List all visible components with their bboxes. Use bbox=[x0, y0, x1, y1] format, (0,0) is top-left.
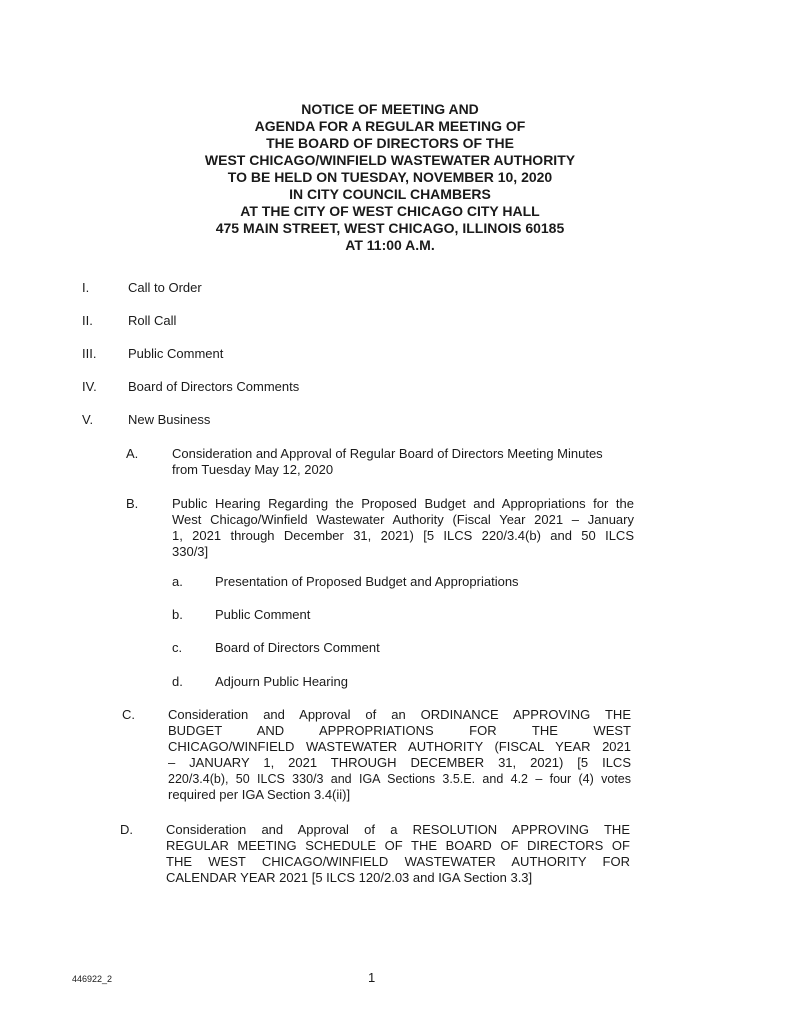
subitem-label: Presentation of Proposed Budget and Appropriations bbox=[215, 574, 519, 589]
item-text-line: required per IGA Section 3.4(ii)] bbox=[168, 787, 351, 802]
agenda-item-label: Call to Order bbox=[128, 280, 202, 295]
item-letter: D. bbox=[120, 822, 133, 837]
item-text-line: Consideration and Approval of Regular Board of Directors Meeting Minutes bbox=[172, 446, 603, 461]
item-text-line: THE WEST CHICAGO/WINFIELD WASTEWATER AUTHORITY FOR bbox=[166, 854, 630, 869]
agenda-item-number: III. bbox=[82, 346, 97, 361]
agenda-item-label: Public Comment bbox=[128, 346, 224, 361]
header-line: THE BOARD OF DIRECTORS OF THE bbox=[266, 135, 514, 151]
item-text-line: CALENDAR YEAR 2021 [5 ILCS 120/2.03 and IGA Section 3.3] bbox=[166, 870, 533, 885]
item-text-line: REGULAR MEETING SCHEDULE OF THE BOARD OF DIRECTORS OF bbox=[166, 838, 630, 853]
agenda-item-number: IV. bbox=[82, 379, 97, 394]
agenda-item-label: Board of Directors Comments bbox=[128, 379, 300, 394]
agenda-item-label: Roll Call bbox=[128, 313, 177, 328]
item-text-line: 220/3.4(b), 50 ILCS 330/3 and IGA Sections 3.5.E. and 4.2 – four (4) votes bbox=[168, 772, 631, 786]
item-text-line: from Tuesday May 12, 2020 bbox=[172, 462, 334, 477]
subitem-label: Board of Directors Comment bbox=[215, 640, 380, 655]
subitem-letter: c. bbox=[172, 640, 183, 655]
item-text-line: 1, 2021 through December 31, 2021) [5 ILCS 220/3.4(b) and 50 ILCS bbox=[172, 528, 634, 543]
agenda-item-label: New Business bbox=[128, 412, 211, 427]
item-text-line: Public Hearing Regarding the Proposed Budget and Appropriations for the bbox=[172, 496, 634, 511]
header-line: AT 11:00 A.M. bbox=[345, 237, 435, 253]
item-text-line: Consideration and Approval of a RESOLUTION APPROVING THE bbox=[166, 822, 630, 837]
item-text-line: Consideration and Approval of an ORDINANCE APPROVING THE bbox=[168, 707, 631, 722]
item-text-line: West Chicago/Winfield Wastewater Authority (Fiscal Year 2021 – January bbox=[172, 512, 634, 527]
subitem-label: Public Comment bbox=[215, 607, 311, 622]
subitem-letter: d. bbox=[172, 674, 183, 689]
header-line: IN CITY COUNCIL CHAMBERS bbox=[289, 186, 491, 202]
item-letter: B. bbox=[126, 496, 139, 511]
agenda-item-number: I. bbox=[82, 280, 90, 295]
subitem-letter: a. bbox=[172, 574, 183, 589]
agenda-item-number: V. bbox=[82, 412, 94, 427]
item-text-line: 330/3] bbox=[172, 544, 209, 559]
item-text bbox=[168, 707, 631, 803]
subitem-letter: b. bbox=[172, 607, 183, 622]
item-text-line: CHICAGO/WINFIELD WASTEWATER AUTHORITY (FISCAL YEAR 2021 bbox=[168, 739, 631, 754]
header-line: NOTICE OF MEETING AND bbox=[301, 101, 479, 117]
item-text-line: BUDGET AND APPROPRIATIONS FOR THE WEST bbox=[168, 723, 631, 738]
item-text-line: – JANUARY 1, 2021 THROUGH DECEMBER 31, 2021) [5 ILCS bbox=[168, 755, 631, 770]
document-id: 446922_2 bbox=[72, 974, 113, 984]
subitem-label: Adjourn Public Hearing bbox=[215, 674, 348, 689]
header-line: WEST CHICAGO/WINFIELD WASTEWATER AUTHORITY bbox=[204, 152, 576, 168]
header-line: AT THE CITY OF WEST CHICAGO CITY HALL bbox=[240, 203, 540, 219]
item-letter: A. bbox=[126, 446, 139, 461]
header-line: AGENDA FOR A REGULAR MEETING OF bbox=[254, 118, 526, 134]
header-line: TO BE HELD ON TUESDAY, NOVEMBER 10, 2020 bbox=[227, 169, 553, 185]
notice-header bbox=[120, 101, 660, 254]
item-text bbox=[172, 496, 634, 560]
page-number: 1 bbox=[368, 970, 376, 985]
agenda-item-number: II. bbox=[82, 313, 93, 328]
item-text bbox=[172, 446, 634, 478]
header-line: 475 MAIN STREET, WEST CHICAGO, ILLINOIS 60185 bbox=[215, 220, 565, 236]
item-text bbox=[166, 822, 630, 886]
item-letter: C. bbox=[122, 707, 135, 722]
